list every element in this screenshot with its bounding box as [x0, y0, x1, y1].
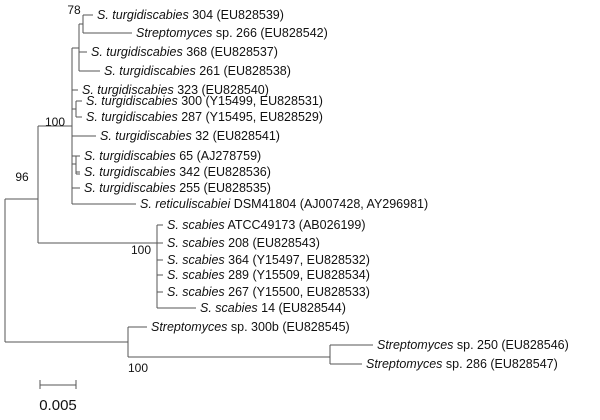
taxon-label: S. scabies 267 (Y15500, EU828533): [167, 285, 370, 299]
bootstrap-value: 100: [127, 361, 149, 375]
taxon-label: Streptomyces sp. 300b (EU828545): [151, 320, 350, 334]
taxon-label: S. turgidiscabies 368 (EU828537): [91, 45, 278, 59]
taxon-label: Streptomyces sp. 266 (EU828542): [136, 26, 328, 40]
taxon-label: S. scabies 208 (EU828543): [167, 236, 320, 250]
taxon-label: S. turgidiscabies 287 (Y15495, EU828529): [86, 110, 323, 124]
scale-bar-label: 0.005: [39, 397, 77, 414]
taxon-labels: [82, 8, 569, 371]
taxon-label: S. turgidiscabies 65 (AJ278759): [84, 149, 262, 163]
taxon-label: S. turgidiscabies 255 (EU828535): [84, 181, 271, 195]
taxon-label: Streptomyces sp. 286 (EU828547): [366, 357, 558, 371]
taxon-label: Streptomyces sp. 250 (EU828546): [377, 338, 569, 352]
taxon-label: S. turgidiscabies 300 (Y15499, EU828531): [86, 94, 323, 108]
taxon-label: S. turgidiscabies 32 (EU828541): [100, 129, 280, 143]
taxon-label: S. reticuliscabiei DSM41804 (AJ007428, AY296981): [140, 197, 429, 211]
taxon-label: S. scabies 289 (Y15509, EU828534): [167, 268, 370, 282]
taxon-label: S. scabies 14 (EU828544): [200, 301, 346, 315]
taxon-label: S. turgidiscabies 342 (EU828536): [84, 165, 271, 179]
taxon-label: S. scabies 364 (Y15497, EU828532): [167, 253, 370, 267]
taxon-label: S. turgidiscabies 304 (EU828539): [97, 8, 284, 22]
bootstrap-value: 78: [67, 3, 81, 17]
bootstrap-value: 96: [15, 170, 29, 184]
taxon-label: S. turgidiscabies 323 (EU828540): [82, 83, 269, 97]
taxon-label: S. scabies ATCC49173 (AB026199): [167, 218, 366, 232]
taxon-label: S. turgidiscabies 261 (EU828538): [104, 64, 291, 78]
bootstrap-value: 100: [44, 115, 66, 129]
bootstrap-value: 100: [130, 243, 152, 257]
